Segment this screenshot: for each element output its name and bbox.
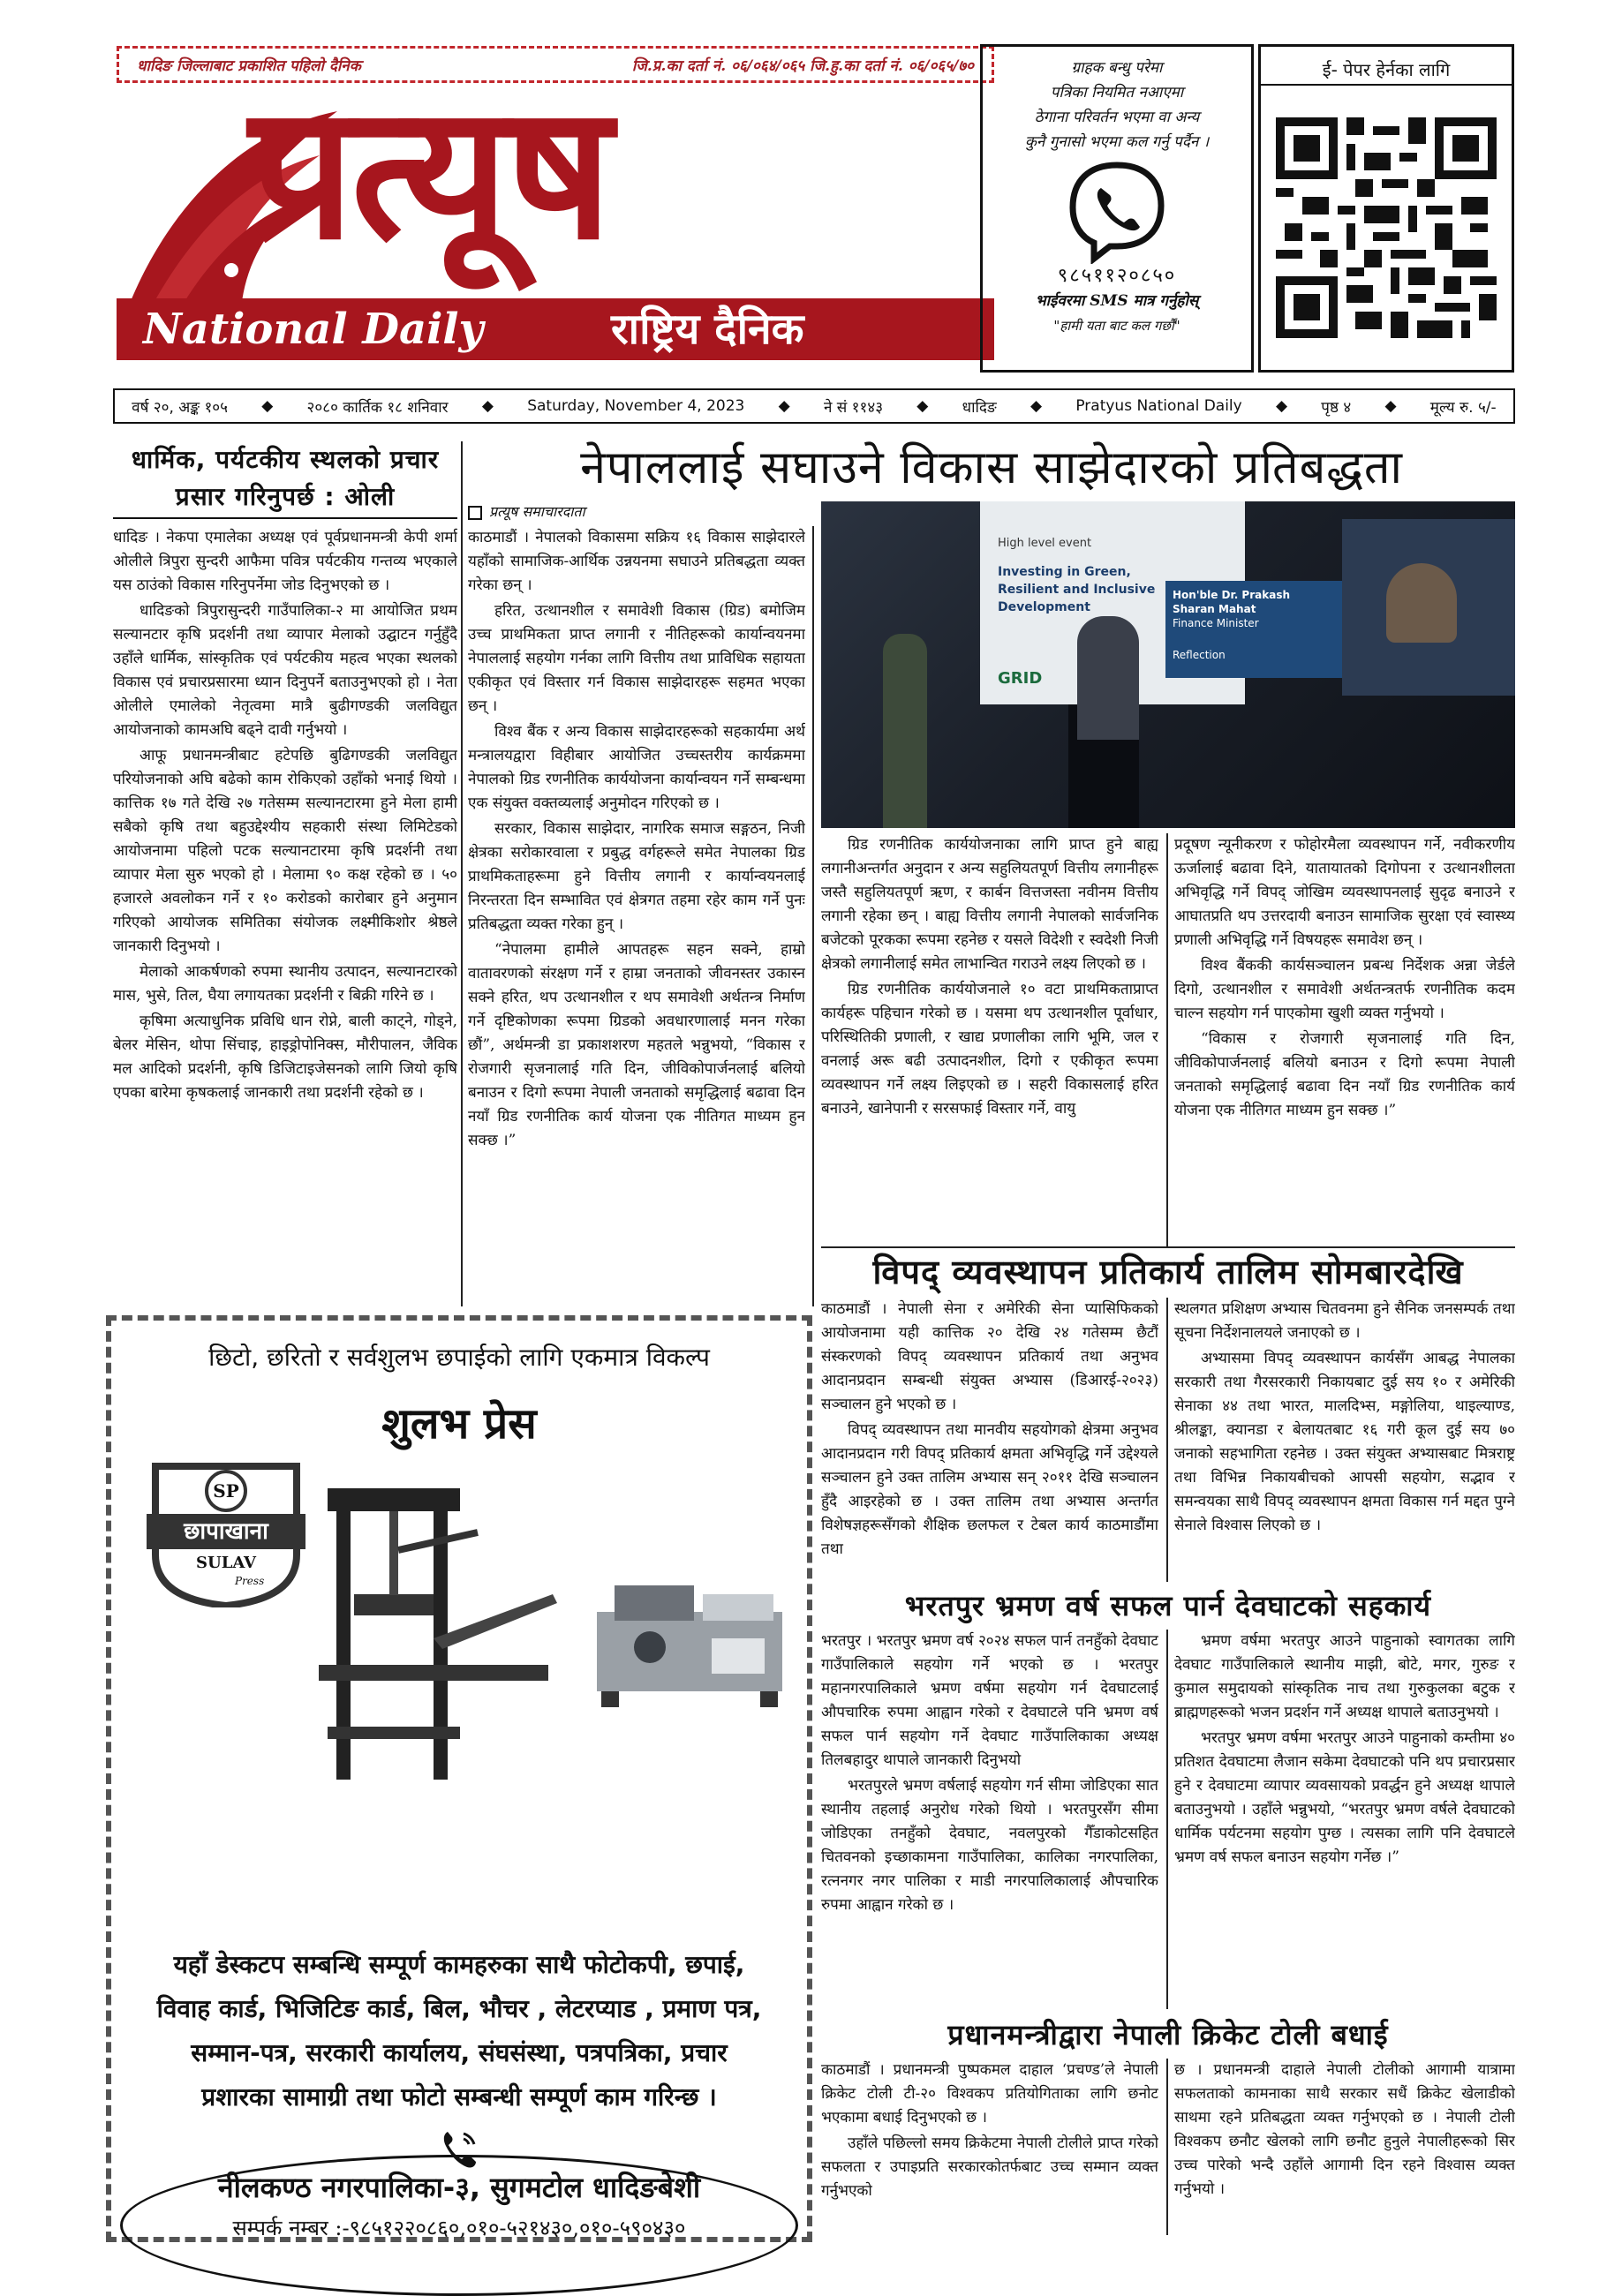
article-cricket-col1 — [821, 2059, 1158, 2235]
paragraph: भरतपुरले भ्रमण वर्षलाई सहयोग गर्न सीमा जोडिएका सात स्थानीय तहलाई अनुरोध गरेको थियो । भरतपुरसँग सीमा जोडिएका तनहुँको देवघाट, नवलपुरको गैँडाकोटसहित चितवनको इच्छाकामना गाउँपालिका, कालिका नगरपालिका, रत्ननगर नगर पालिका र माडी नगरपालिकालाई औपचारिक रुपमा आह्वान गरेको छ । — [821, 1777, 1158, 1914]
column-divider — [1166, 2059, 1168, 2235]
paragraph: स्थलगत प्रशिक्षण अभ्यास चितवनमा हुने सैनिक जनसम्पर्क तथा सूचना निर्देशनालयले जनाएको छ । — [1174, 1300, 1515, 1342]
photo-speaker-screen — [1386, 563, 1457, 643]
paragraph: छ । प्रधानमन्त्री दाहाले नेपाली टोलीको आगामी यात्रामा सफलताको कामनाका साथै सरकार सधैं क्रिकेट खेलाडीको साथमा रहने प्रतिबद्धता व्यक्त गर्नुभएको छ । नेपाली टोली विश्वकप छनौट खेलको लागि छनौट हुनुले नेपालीहरूको सिर उच्च पारेको भन्दै उहाँले आगामी दिन रहने विश्वास व्यक्त गर्नुभयो । — [1174, 2061, 1515, 2198]
paragraph: विश्व बैंक र अन्य विकास साझेदारहरूको सहकार्यमा अर्थ मन्त्रालयद्वारा विहीबार आयोजित उच्चस्तरीय कार्यक्रममा नेपालको ग्रिड रणनीतिक कार्ययोजना कार्यान्वयन गर्ने सम्बन्धमा एक संयुक्त वक्तव्यलाई अनुमोदन गरिएको छ । — [468, 723, 805, 812]
paragraph: हरित, उत्थानशील र समावेशी विकास (ग्रिड) बमोजिम उच्च प्राथमिकता प्राप्त लगानी र नीतिहरूको कार्यान्वयनमा नेपाललाई सहयोग गर्नका लागि वित्तीय तथा प्राविधिक सहायता एकीकृत एवं विस्तार गर्न विकास साझेदारहरू सहमत भएका छन् । — [468, 602, 805, 715]
column-divider — [812, 526, 814, 1306]
date-english: Saturday, November 4, 2023 — [527, 397, 745, 415]
price: मूल्य रु. ५/- — [1429, 398, 1497, 417]
paragraph: सरकार, विकास साझेदार, नागरिक समाज सङ्गठन, निजी क्षेत्रका सरोकारवाला र प्रबुद्ध वर्गहरूले समेत नेपालका ग्रिड प्राथमिकताहरूमा हुने वित्तीय लगानी र कार्यान्वयनलाई निरन्तरता दिन सम्भावित एवं क्षेत्रगत तहमा रहेर काम गर्ने पुनः प्रतिबद्धता व्यक्त गरेका हुन् । — [468, 820, 805, 933]
viber-number: ९८५११२०८५० — [1057, 265, 1177, 287]
nameplate-small: Reflection — [1173, 649, 1226, 661]
column-divider — [1166, 833, 1168, 1246]
subscriber-notice-box — [980, 44, 1254, 373]
logo-wordmark: प्रत्यूष — [249, 64, 609, 281]
service-line: प्रशारका सामाग्री तथा फोटो सम्बन्धी सम्पूर्ण काम गरिन्छ । — [201, 2082, 717, 2112]
registration-text: जि.प्र.का दर्ता नं. ०६/०६४/०६५ जि.हु.का दर्ता नं. ०६/०६५/७० — [631, 56, 974, 75]
epaper-label: ई- पेपर हेर्नका लागि — [1261, 54, 1512, 86]
article-disaster-col2 — [1174, 1298, 1515, 1582]
paragraph: कृषिमा अत्याधुनिक प्रविधि धान रोप्ने, बाली काट्ने, गोड्ने, बेलर मेसिन, थोपा सिंचाइ, हाइड्रोपोनिक्स, मौरीपालन, जैविक मल आदिको प्रदर्शनी, कृषि डिजिटाइजेसनको लागि जियो कृषि एपका बारेमा कृषकलाई जानकारी तथा प्रदर्शनी रहेको छ । — [113, 1012, 457, 1102]
paper-name: Pratyus National Daily — [1075, 397, 1242, 415]
sms-line: भाईवरमा SMS मात्र गर्नुहोस् — [1035, 292, 1199, 310]
paragraph: “नेपालमा हामीले आपतहरू सहन सक्ने, हाम्रो वातावरणको संरक्षण गर्ने र हाम्रा जनताको जीवनस्तर उकास्न सक्ने हरित, थप उत्थानशील र थप समावेशी अर्थतन्त्र निर्माण गर्ने दृष्टिकोणका रूपमा ग्रिडको अवधारणालाई मनन गरेका छौं”, अर्थमन्त्री डा प्रकाशशरण महतले भन्नुभयो, “विकास र रोजगारी सृजनालाई गति दिन, जीविकोपार्जनलाई बलियो बनाउन र दिगो रूपमा नेपाली जनताको समृद्धिलाई बढावा दिन नयाँ ग्रिड रणनीतिक कार्य योजना एक नीतिगत माध्यम हुन सक्छ ।” — [468, 941, 805, 1149]
byline-box-icon — [468, 506, 482, 520]
column-divider — [461, 441, 463, 1306]
headline-bharatpur: भरतपुर भ्रमण वर्ष सफल पार्न देवघाटको सहकार्य — [904, 1589, 1432, 1622]
nameplate-name: Hon'ble Dr. Prakash Sharan Mahat — [1173, 589, 1291, 615]
national-daily-text: National Daily — [143, 305, 484, 354]
ad-title: शुलभ प्रेस — [381, 1399, 537, 1449]
notice-line: कुनै गुनासो भएमा कल गर्नु पर्दैन । — [1024, 133, 1210, 151]
paragraph: ग्रिड रणनीतिक कार्ययोजनाका लागि प्राप्त हुने बाह्य लगानीअन्तर्गत अनुदान र अन्य सहुलियतपूर्ण वित्तीय लगानीहरू जस्तै सहुलियतपूर्ण ऋण, र कार्बन वित्तजस्ता नवीनम वित्तीय लगानी रहेका छन् । बाह्य वित्तीय लगानी नेपालको सार्वजनिक बजेटको पूरकका रूपमा रहनेछ र यसले विदेशी र स्वदेशी निजी क्षेत्रको लगानीलाई समेत लाभान्वित गराउने लक्ष्य लिएको छ । — [821, 836, 1158, 973]
paragraph: प्रदूषण न्यूनीकरण र फोहोरमैला व्यवस्थापन गर्ने, नवीकरणीय ऊर्जालाई बढावा दिने, यातायातको दिगोपना र उत्थानशीलता अभिवृद्धि गर्ने विपद् जोखिम व्यवस्थापनलाई सुदृढ बनाउने र आघातप्रति थप उत्तरदायी बनाउन सामाजिक सुरक्षा एवं स्वास्थ्य प्रणाली अभिवृद्धि गर्ने विषयहरू समावेश छन् । — [1174, 836, 1515, 949]
article-cricket-col2 — [1174, 2059, 1515, 2235]
service-line: यहाँ डेस्कटप सम्बन्धि सम्पूर्ण कामहरुका साथै फोटोकपी, छपाई, — [173, 1950, 745, 1979]
paragraph: मेलाको आकर्षणको रुपमा स्थानीय उत्पादन, सल्यानटारको मास, भुसे, तिल, घैया लगायतका प्रदर्शनी र बिक्री गरिने छ । — [113, 963, 457, 1005]
article-main-col2 — [821, 833, 1158, 1248]
column-divider — [1166, 1630, 1168, 2009]
paragraph: अभ्यासमा विपद् व्यवस्थापन कार्यसँग आबद्ध नेपालका सरकारी तथा गैरसरकारी निकायबाट दुई सय १० र अमेरिकी सेनाका ४४ तथा भारत, मालदिभ्स, मङ्गोलिया, थाइल्याण्ड, श्रीलङ्का, क्यानडा र बेलायतबाट १६ गरी कूल दुई सय ७० जनाको सहभागिता रहनेछ । उक्त संयुक्त अभ्यासबाट मित्रराष्ट्र तथा विभिन्न निकायबीचको आपसी सहयोग, सद्भाव र समन्वयका साथै विपद् व्यवस्थापन क्षमता विकास गर्न मद्दत पुग्ने सेनाले विश्वास लिएको छ । — [1174, 1350, 1515, 1534]
byline-text: प्रत्यूष समाचारदाता — [489, 503, 585, 520]
first-daily-text: धादिङ जिल्लाबाट प्रकाशित पहिलो दैनिक — [137, 56, 361, 75]
paragraph: उहाँले पछिल्लो समय क्रिकेटमा नेपाली टोलीले प्राप्त गरेको सफलता र उपाइप्रति सरकारकोतर्फबाट उच्च सम्मान व्यक्त गर्नुभएको — [821, 2134, 1158, 2200]
article-bharatpur-col1 — [821, 1630, 1158, 2009]
notice-line: ग्राहक बन्धु परेमा — [1071, 59, 1163, 77]
location: धादिङ — [962, 398, 997, 417]
paragraph: भरतपुर । भरतपुर भ्रमण वर्ष २०२४ सफल पार्न तनहुँको देवघाट गाउँपालिकाले सहयोग गर्ने भएको छ । भरतपुर महानगरपालिकाले भ्रमण वर्षमा सहयोग गर्न देवघाटलाई औपचारिक रुपमा आह्वान गरेको र देवघाटले पनि भ्रमण वर्ष सफल पार्न सहयोग गर्ने देवघाट गाउँपालिकाका अध्यक्ष तिलबहादुर थापाले जानकारी दिनुभयो — [821, 1632, 1158, 1769]
article-main-col3 — [1174, 833, 1515, 1248]
viber-phone-icon — [1064, 158, 1170, 264]
paragraph: काठमाडौं । प्रधानमन्त्री पुष्पकमल दाहाल ‘प्रचण्ड’ले नेपाली क्रिकेट टोली टी-२० विश्वकप प्रतियोगिताका लागि छनोट भएकामा बधाई दिनुभएको छ । — [821, 2061, 1158, 2127]
article-bharatpur-col2 — [1174, 1630, 1515, 2009]
photo-nameplate — [1165, 581, 1342, 678]
press-logo-text: छापाखाना — [184, 1518, 268, 1545]
dateline-bar: वर्ष २०, अङ्क १०५ ◆ २०८० कार्तिक १८ शनिवार ◆ Saturday, November 4, 2023 ◆ ने सं ११४३ ◆ धादिङ ◆ Pratyus National Daily ◆ पृष्ठ ४ ◆ मूल्य रु. ५/- — [113, 388, 1515, 424]
nepal-sambat: ने सं ११४३ — [823, 398, 884, 417]
column-divider — [1166, 1298, 1168, 1582]
paragraph: काठमाडौं । नेपालको विकासमा सक्रिय १६ विकास साझेदारले यहाँको सामाजिक-आर्थिक उन्नयनमा सघाउने प्रतिबद्धता व्यक्त गरेका छन् । — [468, 529, 805, 594]
photo-speaker — [1077, 616, 1139, 740]
paragraph: भ्रमण वर्षमा भरतपुर आउने पाहुनाको स्वागतका लागि देवघाट गाउँपालिकाले स्थानीय माझी, बोटे, मगर, गुरुङ र कुमाल समुदायको सांस्कृतिक नाच तथा गुरुकुलका बटुक र ब्राह्मणहरूको भजन प्रदर्शन गर्ने अध्यक्ष थापाले बताउनुभयो । — [1174, 1632, 1515, 1721]
paragraph: धादिङ । नेकपा एमालेका अध्यक्ष एवं पूर्वप्रधानमन्त्री केपी शर्मा ओलीले त्रिपुरा सुन्दरी आफैमा पवित्र पर्यटकीय गन्तव्य भएकाले यस ठाउंको विकास गरिनुपर्नेमा जोड दिनुभएको छ । — [113, 529, 457, 594]
headline-cricket: प्रधानमन्त्रीद्वारा नेपाली क्रिकेट टोली बधाई — [947, 2018, 1389, 2051]
byline — [468, 501, 821, 523]
epaper-box — [1258, 44, 1514, 373]
page-number: पृष्ठ ४ — [1321, 398, 1352, 417]
notice-line: पत्रिका नियमित नआएमा — [1050, 84, 1184, 102]
headline-oli: धार्मिक, पर्यटकीय स्थलको प्रचार प्रसार गरिनुपर्छ : ओली — [113, 441, 457, 519]
screen-grid-logo: GRID — [998, 669, 1043, 688]
paragraph: विपद् व्यवस्थापन तथा मानवीय सहयोगको क्षेत्रमा अनुभव आदानप्रदान गरी विपद् प्रतिकार्य क्षमता अभिवृद्धि गर्ने उद्देश्यले सञ्चालन हुने उक्त तालिम अभ्यास सन् २०११ देखि सञ्चालन हुँदै आइरहेको छ । उक्त तालिम तथा अभ्यास अन्तर्गत विशेषज्ञहरूसँगको शैक्षिक छलफल र टेबल कार्य काठमाडौंमा तथा — [821, 1421, 1158, 1558]
event-photo — [821, 501, 1515, 828]
press-logo-small: Press — [235, 1575, 265, 1587]
ad-address: नीलकण्ठ नगरपालिका-३, सुगमटोल धादिङबेशी — [217, 2171, 701, 2204]
ad-contact-number[interactable]: सम्पर्क नम्बर :-९८५१२२०८६०,०१०-५२१४३०,०१०-५९०४३० — [232, 2216, 686, 2240]
qr-code-icon[interactable] — [1276, 117, 1497, 338]
ad-tagline: छिटो, छरितो र सर्वशुलभ छपाईको लागि एकमात्र विकल्प — [208, 1343, 710, 1372]
paragraph: विश्व बैंककी कार्यसञ्चालन प्रबन्ध निर्देशक अन्ना जेर्डले दिगो, उत्थानशील र समावेशी अर्थतन्त्रतर्फ रणनीतिक कदम चाल्न सहयोग गर्न पाएकोमा खुशी व्यक्त गर्नुभयो । — [1174, 957, 1515, 1022]
hand-press-illustration — [301, 1462, 566, 1797]
service-line: विवाह कार्ड, भिजिटिङ कार्ड, बिल, भौचर , लेटरप्याड , प्रमाण पत्र, — [156, 1994, 762, 2023]
rastriya-dainik-text: राष्ट्रिय दैनिक — [611, 305, 804, 354]
paragraph: धादिङको त्रिपुरासुन्दरी गाउँपालिका-२ मा आयोजित प्रथम सल्यानटार कृषि प्रदर्शनी तथा व्यापार मेलाको उद्घाटन गर्नुहुँदै उहाँले धार्मिक, सांस्कृतिक एवं पर्यटकीय महत्व भएका स्थलको विकास एवं प्रचारप्रसारमा ध्यान दिनुपर्ने बताउनुभएको हो । नेता ओलीले एमालेको नेतृत्वमा मात्रै बुढीगण्डकी जलविद्युत आयोजनाको कामअघि बढ्ने दावी गर्नुभयो । — [113, 602, 457, 739]
photo-guard — [883, 634, 927, 828]
nameplate-role: Finance Minister — [1173, 617, 1259, 629]
paragraph: आफू प्रधानमन्त्रीबाट हटेपछि बुढिगण्डकी जलविद्युत परियोजनाको अघि बढेको काम रोकिएको उहाँको भनाई थियो । कात्तिक १७ गते देखि २७ गतेसम्म सल्यानटारमा हुने मेला हामी सबैको कृषि तथा बहुउद्देश्यीय सहकारी संस्था लिमिटेडको आयोजनामा पहिलो पटक सल्यानटारमा कृषि प्रदर्शनी तथा व्यापार मेला सुरु भएको हो । मेलामा ९० कक्ष रहेको छ । ५० हजारले अवलोकन गर्ने र १० करोडको कारोबार हुने अनुमान गरिएको आयोजक समितिका संयोजक लक्ष्मीकिशोर श्रेष्ठले जानकारी दिनुभयो । — [113, 747, 457, 955]
date-nepali: २०८० कार्तिक १८ शनिवार — [306, 398, 449, 417]
paragraph: भरतपुर भ्रमण वर्षमा भरतपुर आउने पाहुनाको कम्तीमा ४० प्रतिशत देवघाटमा लैजान सकेमा देवघाटको पनि थप प्रचारप्रसार हुने र देवघाटमा व्यापार व्यवसायको प्रवर्द्धन हुने अध्यक्ष थापाले बताउनुभयो । उहाँले भन्नुभयो, “भरतपुर भ्रमण वर्षले देवघाटको धार्मिक पर्यटनमा सहयोग पुग्छ । त्यसका लागि पनि देवघाटले भ्रमण वर्ष सफल बनाउन सहयोग गर्नेछ ।” — [1174, 1729, 1515, 1866]
screen-title: High level event — [998, 537, 1092, 550]
screen-line: Investing in Green, Resilient and Inclusive Development — [998, 565, 1156, 614]
ad-services — [120, 1943, 798, 2128]
headline-disaster-training: विपद् व्यवस्थापन प्रतिकार्य तालिम सोमबारदेखि — [872, 1253, 1464, 1291]
article-disaster-col1 — [821, 1298, 1158, 1582]
press-logo — [138, 1449, 314, 1607]
paragraph: ग्रिड रणनीतिक कार्ययोजनाले १० वटा प्राथमिकताप्राप्त कार्यहरू पहिचान गरेको छ । यसमा थप उत्थानशील पूर्वाधार, परिस्थितिकी प्रणाली, र खाद्य प्रणालीका लागि भूमि, जल र वनलाई अरू बढी उत्पादनशील, दिगो र एकीकृत रूपमा व्यवस्थापन गर्ने लक्ष्य लिइएको छ । सहरी विकासलाई हरित बनाउने, खानेपानी र सरसफाई विस्तार गर्ने, वायु — [821, 981, 1158, 1118]
article-oli-body — [113, 526, 457, 1306]
press-logo-en: SULAV — [196, 1554, 256, 1572]
offset-machine-illustration — [588, 1568, 791, 1709]
paragraph: “विकास र रोजगारी सृजनालाई गति दिन, जीविकोपार्जनलाई बलियो बनाउन र दिगो रूपमा नेपाली जनताको समृद्धिलाई बढावा दिन नयाँ ग्रिड रणनीतिक कार्य योजना एक नीतिगत माध्यम हुन सक्छ ।” — [1174, 1030, 1515, 1119]
sms-quote: "हामी यता बाट कल गर्छौं" — [1053, 318, 1180, 334]
headline-development-partners: नेपाललाई सघाउने विकास साझेदारको प्रतिबद्धता — [580, 441, 1403, 494]
press-logo-sp: SP — [213, 1480, 239, 1502]
notice-line: ठेगाना परिवर्तन भएमा वा अन्य — [1034, 109, 1200, 126]
sulav-press-ad — [106, 1315, 812, 2242]
article-main-col1 — [468, 526, 805, 1306]
paragraph: काठमाडौं । नेपाली सेना र अमेरिकी सेना प्यासिफिकको आयोजनामा यही कात्तिक २० देखि २४ गतेसम्म छैटौं संस्करणको विपद् व्यवस्थापन प्रतिकार्य तथा अनुभव आदानप्रदान सम्बन्धी संयुक्त अभ्यास (डिआरई-२०२३) सञ्चालन हुने भएको छ । — [821, 1300, 1158, 1413]
masthead — [113, 39, 996, 374]
volume-issue: वर्ष २०, अङ्क १०५ — [132, 398, 228, 417]
service-line: सम्मान-पत्र, सरकारी कार्यालय, संघसंस्था, पत्रपत्रिका, प्रचार — [191, 2038, 728, 2067]
